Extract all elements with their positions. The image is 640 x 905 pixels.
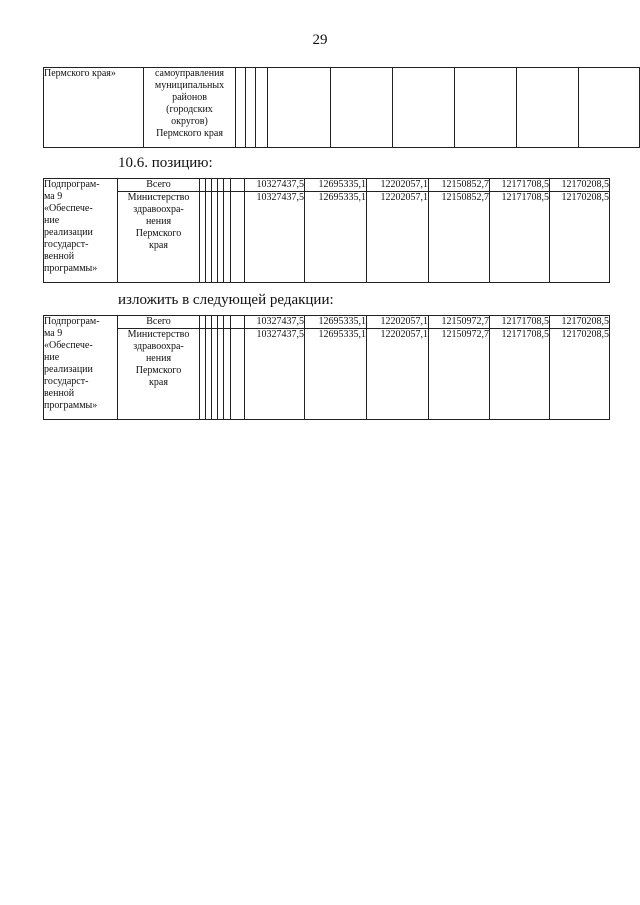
table-old [43, 178, 610, 283]
text-line: государст- [44, 376, 89, 387]
value-cell: 12171708,5 [490, 316, 550, 329]
text-line: края [149, 240, 168, 251]
value-cell: 12695335,1 [305, 329, 367, 420]
text-line: нения [145, 353, 172, 364]
program-cell [44, 179, 118, 283]
value-cell: 12202057,1 [367, 316, 429, 329]
value-cell: 12171708,5 [490, 329, 550, 420]
text-line: программы» [44, 400, 98, 411]
text-line: Подпрограм- [44, 179, 100, 190]
text-line: Пермского [135, 228, 182, 239]
text-line: «Обеспече- [44, 203, 93, 214]
empty-cell [231, 179, 245, 192]
caption-new-edition: изложить в следующей редакции: [118, 292, 334, 308]
text-line: Министерство [127, 192, 190, 203]
value-cell: 12202057,1 [367, 192, 429, 283]
value-cell: 12695335,1 [305, 316, 367, 329]
empty-cell [236, 68, 246, 148]
program-cell [44, 316, 118, 420]
text-line: ма 9 [44, 328, 63, 339]
page-number: 29 [312, 32, 328, 48]
value-cell: 10327437,5 [245, 192, 305, 283]
value-cell: 12150852,7 [429, 192, 490, 283]
empty-cell [224, 192, 231, 283]
value-cell: 12170208,5 [550, 329, 610, 420]
value-cell: 12170208,5 [550, 179, 610, 192]
empty-cell [268, 68, 331, 148]
text-line: венной [44, 251, 75, 262]
value-cell: 12171708,5 [490, 192, 550, 283]
value-cell: 12171708,5 [490, 179, 550, 192]
text-line: Пермского [135, 365, 182, 376]
empty-cell [256, 68, 268, 148]
empty-cell [393, 68, 455, 148]
empty-cell [246, 68, 256, 148]
text-line: «Обеспече- [44, 340, 93, 351]
top-table-col1 [44, 68, 144, 148]
text-line: нения [145, 216, 172, 227]
value-cell: 12170208,5 [550, 192, 610, 283]
text-line: ма 9 [44, 191, 63, 202]
empty-cell [224, 316, 231, 329]
value-cell: 10327437,5 [245, 316, 305, 329]
text-line: реализации [44, 364, 93, 375]
total-label: Всего [118, 316, 200, 329]
empty-cell [455, 68, 517, 148]
text-line: программы» [44, 263, 98, 274]
value-cell: 12150972,7 [429, 329, 490, 420]
value-cell: 12202057,1 [367, 329, 429, 420]
table-new [43, 315, 610, 420]
value-cell: 12695335,1 [305, 179, 367, 192]
text-line: реализации [44, 227, 93, 238]
text-line: Подпрограм- [44, 316, 100, 327]
empty-cell [224, 329, 231, 420]
value-cell: 12695335,1 [305, 192, 367, 283]
value-cell: 12202057,1 [367, 179, 429, 192]
top-table [43, 67, 640, 148]
empty-cell [517, 68, 579, 148]
value-cell: 12150852,7 [429, 179, 490, 192]
empty-cell [331, 68, 393, 148]
text-line: Министерство [127, 329, 190, 340]
empty-cell [231, 192, 245, 283]
text-line: здравоохра- [133, 204, 184, 215]
text-line: государст- [44, 239, 89, 250]
text-line: ние [44, 352, 60, 363]
value-cell: 12150972,7 [429, 316, 490, 329]
empty-cell [224, 179, 231, 192]
text-line: края [149, 377, 168, 388]
text-line: (городских [166, 104, 213, 115]
empty-cell [231, 316, 245, 329]
text-line: муниципальных [154, 80, 225, 91]
text-line: здравоохра- [133, 341, 184, 352]
top-table-col2 [144, 68, 236, 148]
value-cell: 10327437,5 [245, 179, 305, 192]
value-cell: 10327437,5 [245, 329, 305, 420]
text-line: округов) [171, 116, 208, 127]
text-line: районов [172, 92, 207, 103]
text-line: самоуправления [154, 68, 225, 79]
ministry-cell [118, 192, 200, 283]
ministry-cell [118, 329, 200, 420]
caption-position: 10.6. позицию: [118, 155, 213, 171]
empty-cell [231, 329, 245, 420]
text-line: Пермского края» [44, 68, 116, 79]
text-line: венной [44, 388, 75, 399]
text-line: Пермского края [156, 128, 223, 139]
total-label: Всего [118, 179, 200, 192]
empty-cell [579, 68, 640, 148]
text-line: ние [44, 215, 60, 226]
value-cell: 12170208,5 [550, 316, 610, 329]
